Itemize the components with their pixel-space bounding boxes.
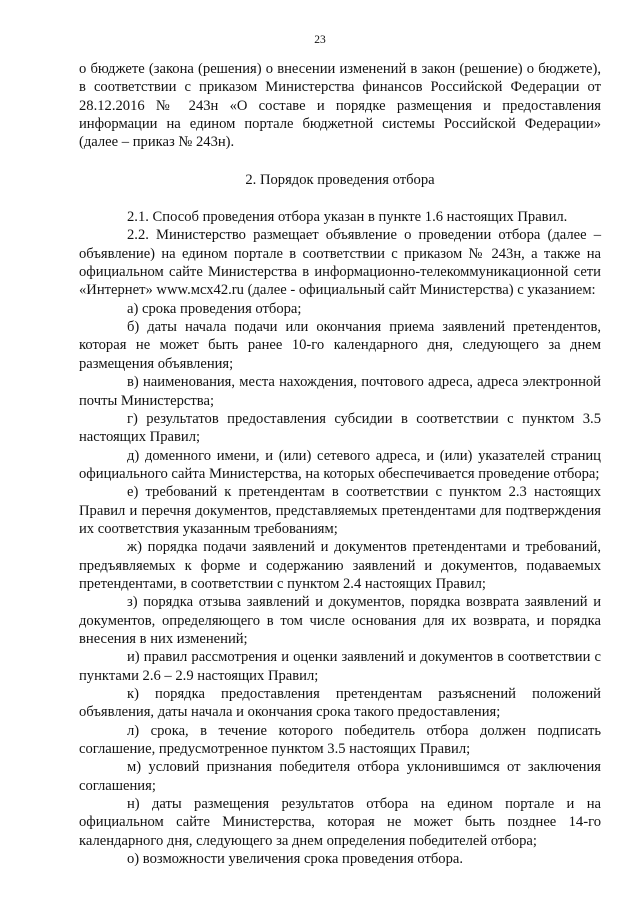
list-item-g: г) результатов предоставления субсидии в соответствии с пунктом 3.5 настоящих Правил;: [79, 410, 601, 446]
list-item-d: д) доменного имени, и (или) сетевого адреса, и (или) указателей страниц официального сайта Министерства, на которых обеспечивается проведение отбора;: [79, 447, 601, 482]
list-item-m: м) условий признания победителя отбора уклонившимся от заключения соглашения;: [79, 759, 601, 794]
page-number: 23: [314, 34, 326, 46]
document-body: [79, 60, 601, 868]
list-item-i: и) правил рассмотрения и оценки заявлений и документов в соответствии с пунктами 2.6 – 2.9 настоящих Правил;: [79, 649, 601, 684]
list-item-n: н) даты размещения результатов отбора на едином портале и на официальном сайте Министерства, которая не может быть позднее 14-го календарного дня, следующего за днем определения победителей отбора;: [79, 796, 601, 849]
list-item-e: е) требований к претендентам в соответствии с пунктом 2.3 настоящих Правил и перечня документов, представляемых претендентами для подтверждения их соответствия указанным требованиям;: [79, 484, 601, 537]
intro-paragraph: о бюджете (закона (решения) о внесении изменений в закон (решение) о бюджете), в соответствии с приказом Министерства финансов Российской Федерации от 28.12.2016 № 243н «О составе и порядке размещения и предоставления информации на едином портале бюджетной системы Российской Федерации» (далее – приказ № 243н).: [79, 61, 601, 151]
list-item-o: о) возможности увеличения срока проведения отбора.: [127, 851, 464, 868]
list-item-l: л) срока, в течение которого победитель отбора должен подписать соглашение, предусмотренное пунктом 3.5 настоящих Правил;: [79, 722, 601, 758]
section-heading: 2. Порядок проведения отбора: [245, 171, 435, 188]
paragraph-2-2: 2.2. Министерство размещает объявление о проведении отбора (далее – объявление) на едином портале в соответствии с приказом № 243н, а также на официальном сайте Министерства в информационно-телекоммуникационной сети «Интернет» www.мсх42.ru (далее - официальный сайт Министерства) с указанием:: [79, 227, 601, 299]
list-item-k: к) порядка предоставления претендентам разъяснений положений объявления, даты начала и окончания срока такого предоставления;: [79, 686, 601, 721]
list-item-b: б) даты начала подачи или окончания приема заявлений претендентов, которая не может быть ранее 10-го календарного дня, следующего за днем размещения объявления;: [79, 319, 601, 372]
list-item-a: а) срока проведения отбора;: [127, 300, 302, 317]
list-item-zh: ж) порядка подачи заявлений и документов претендентами и требований, предъявляемых к форме и содержанию заявлений и документов, подаваемых претендентами, в соответствии с пунктом 2.4 настоящих Правил;: [79, 539, 601, 592]
paragraph-2-1: 2.1. Способ проведения отбора указан в пункте 1.6 настоящих Правил.: [127, 209, 568, 226]
list-item-v: в) наименования, места нахождения, почтового адреса, адреса электронной почты Министерства;: [79, 374, 601, 409]
list-item-z: з) порядка отзыва заявлений и документов, порядка возврата заявлений и документов, определяющего в том числе основания для их возврата, и порядка внесения в них изменений;: [79, 594, 601, 647]
